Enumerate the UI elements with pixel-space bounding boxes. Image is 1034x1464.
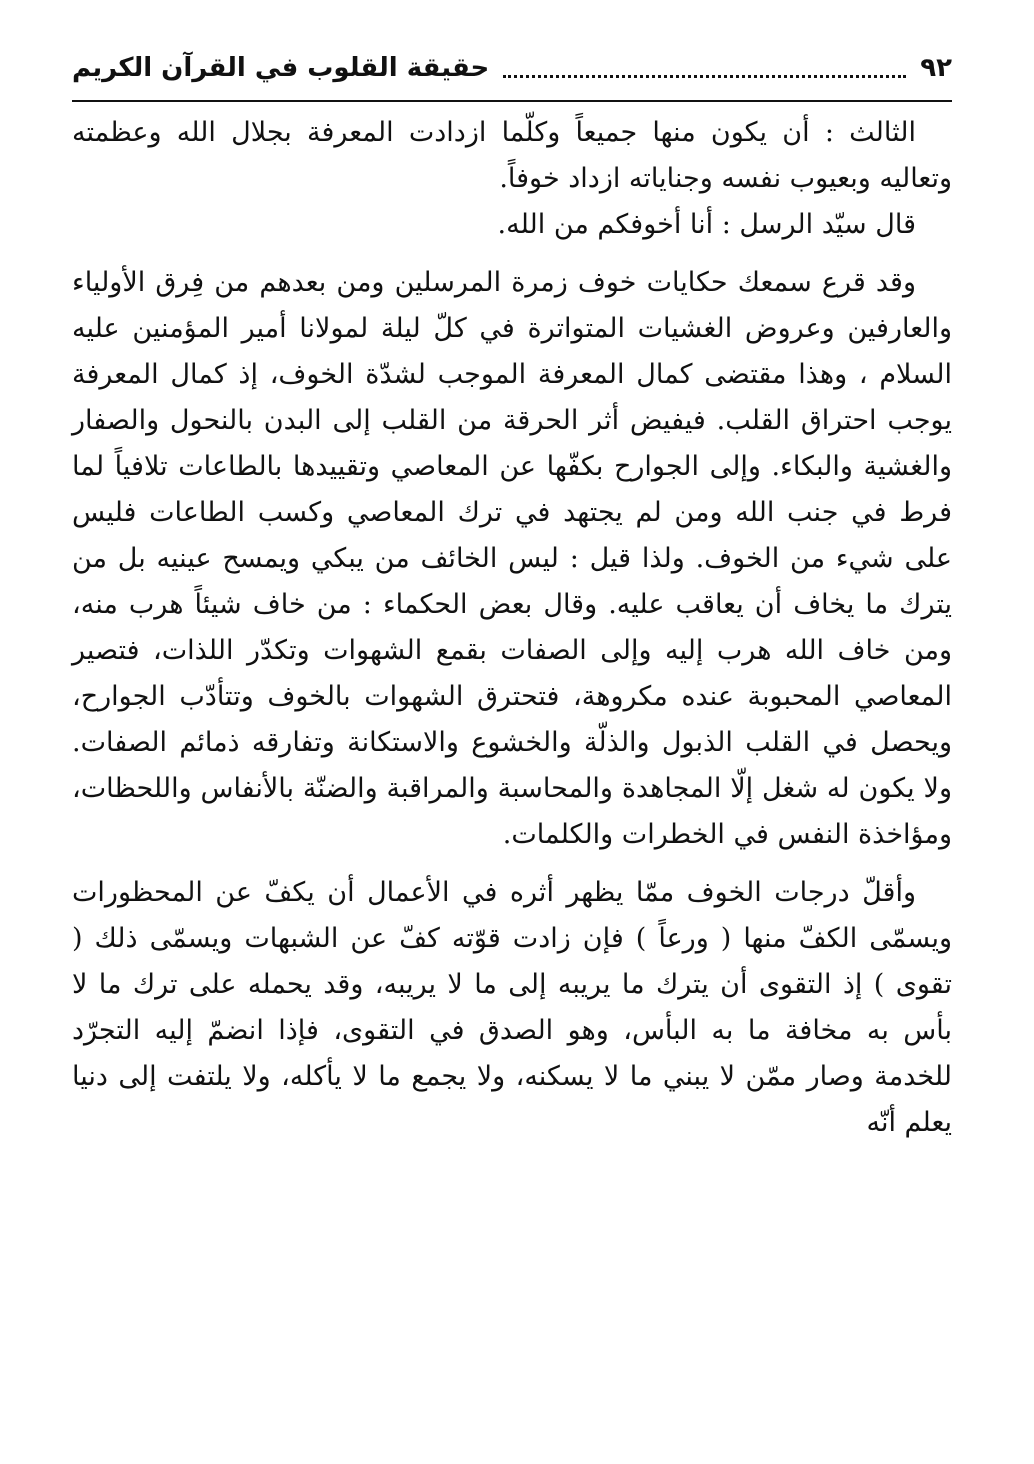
book-page [72,40,952,1146]
paragraph-1: الثالث : أن يكون منها جميعاً وكلّما ازدادت المعرفة بجلال الله وعظمته وتعاليه وبعيوب نفسه وجناياته ازداد خوفاً. [72,117,952,194]
body-text [72,110,952,1146]
page-number: ٩٢ [920,53,952,83]
page-header [72,40,952,102]
running-title: حقيقة القلوب في القرآن الكريم [72,53,490,83]
paragraph-2: قال سيّد الرسل : أنا أخوفكم من الله. [497,209,916,240]
paragraph-3: وقد قرع سمعك حكايات خوف زمرة المرسلين ومن بعدهم من فِرق الأولياء والعارفين وعروض الغشيات المتواترة في كلّ ليلة لمولانا أمير المؤمنين عليه السلام ، وهذا مقتضى كمال المعرفة الموجب لشدّة الخوف، إذ كمال المعرفة يوجب احتراق القلب. فيفيض أثر الحرقة من القلب إلى البدن بالنحول والصفار والغشية والبكاء. وإلى الجوارح بكفّها عن المعاصي وتقييدها بالطاعات تلافياً لما فرط في جنب الله ومن لم يجتهد في ترك المعاصي وكسب الطاعات فليس على شيء من الخوف. ولذا قيل : ليس الخائف من يبكي ويمسح عينيه بل من يترك ما يخاف أن يعاقب عليه. وقال بعض الحكماء : من خاف شيئاً هرب منه، ومن خاف الله هرب إليه وإلى الصفات بقمع الشهوات وتكدّر اللذات، فتصير المعاصي المحبوبة عنده مكروهة، فتحترق الشهوات بالخوف وتتأدّب الجوارح، ويحصل في القلب الذبول والذلّة والخشوع والاستكانة وتفارقه ذمائم الصفات. ولا يكون له شغل إلّا المجاهدة والمحاسبة والمراقبة والضنّة بالأنفاس واللحظات، ومؤاخذة النفس في الخطرات والكلمات. [72,267,952,850]
paragraph-4: وأقلّ درجات الخوف ممّا يظهر أثره في الأعمال أن يكفّ عن المحظورات ويسمّى الكفّ منها ( ورعاً ) فإن زادت قوّته كفّ عن الشبهات ويسمّى ذلك ( تقوى ) إذ التقوى أن يترك ما يريبه إلى ما لا يريبه، وقد يحمله على ترك ما لا بأس به مخافة ما به البأس، وهو الصدق في التقوى، فإذا انضمّ إليه التجرّد للخدمة وصار ممّن لا يبني ما لا يسكنه، ولا يجمع ما لا يأكله، ولا يلتفت إلى دنيا يعلم أنّه [72,877,952,1138]
header-dot-leader [503,75,906,78]
